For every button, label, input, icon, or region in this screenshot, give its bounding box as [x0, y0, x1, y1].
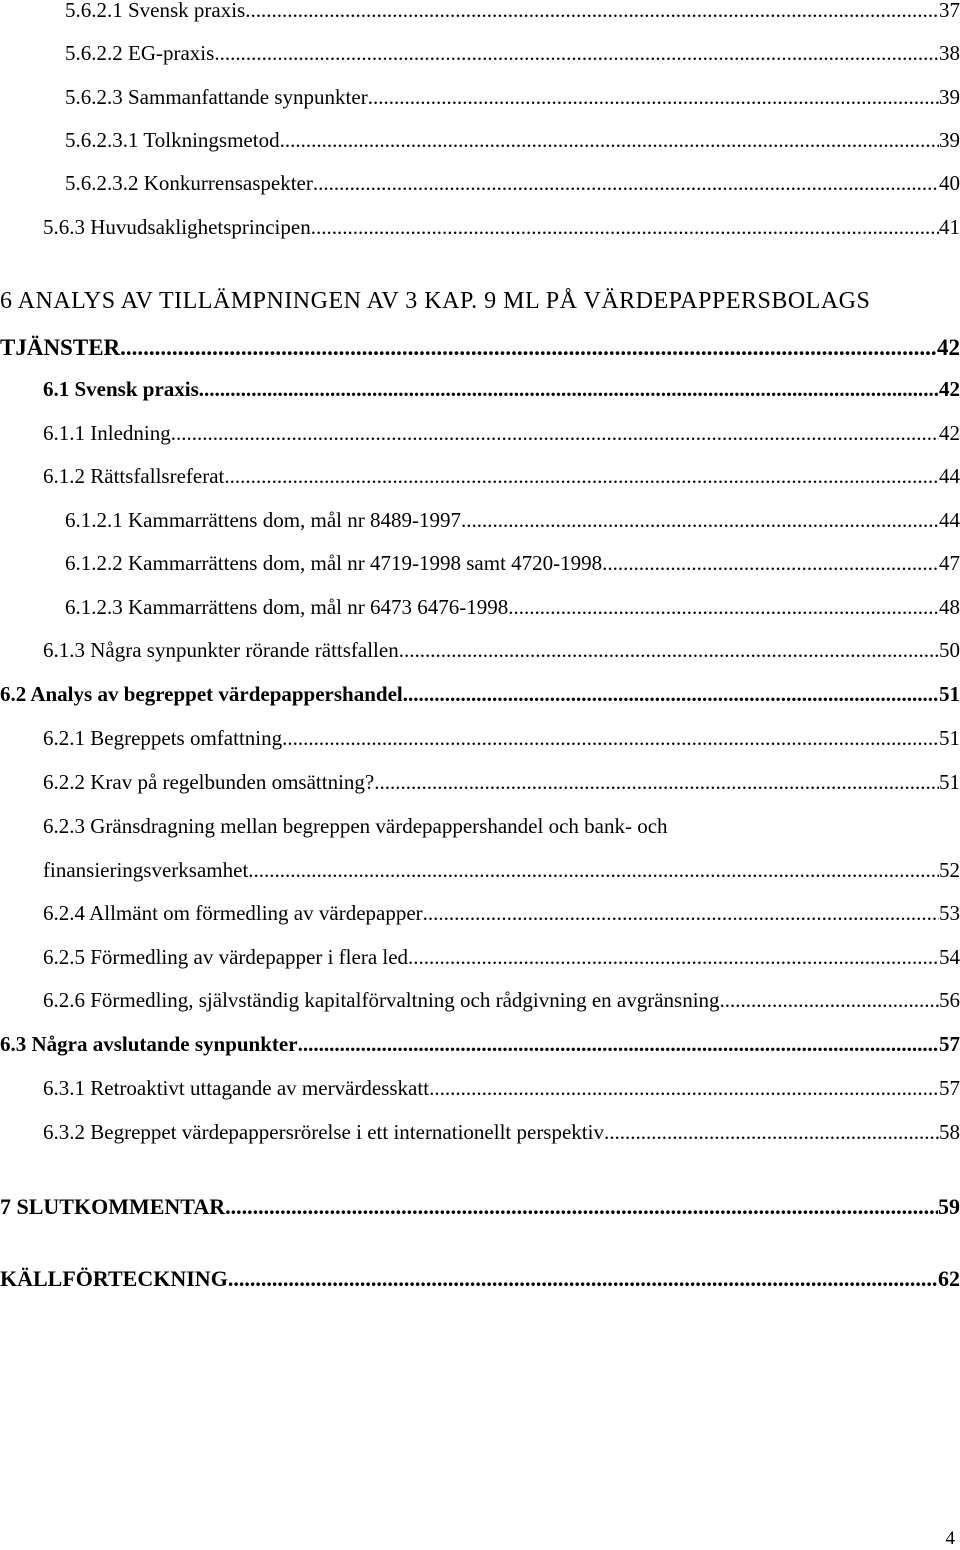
dot-leader	[368, 87, 939, 108]
dot-leader	[408, 947, 939, 968]
toc-entry-title: 5.6.2.3 Sammanfattande synpunkter	[65, 85, 368, 109]
toc-entry-title: 6.1.1 Inledning	[43, 421, 171, 445]
toc-entry	[0, 1196, 960, 1218]
toc-entry-title: 7 SLUTKOMMENTAR	[0, 1194, 226, 1219]
toc-entry-title: 5.6.2.3.1 Tolkningsmetod	[65, 128, 280, 152]
dot-leader	[602, 553, 939, 574]
toc-entry-title: 6.2.5 Förmedling av värdepapper i flera led	[43, 945, 409, 969]
toc-entry	[65, 43, 960, 64]
toc-entry	[0, 289, 870, 313]
toc-entry-page-number: 50	[939, 638, 960, 662]
toc-entry	[0, 1268, 960, 1290]
dot-leader	[228, 1268, 938, 1290]
toc-entry-title: 6.2.2 Krav på regelbunden omsättning?	[43, 770, 375, 794]
toc-entry-page-number: 37	[939, 0, 960, 22]
dot-leader	[224, 466, 939, 487]
toc-entry	[43, 903, 960, 924]
dot-leader	[429, 1078, 939, 1099]
toc-entry-page-number: 52	[939, 858, 960, 882]
toc-entry-page-number: 42	[937, 335, 960, 360]
toc-entry-page-number: 57	[939, 1032, 960, 1056]
toc-entry	[65, 597, 960, 618]
page-number: 4	[945, 1528, 955, 1549]
toc-entry	[43, 1078, 960, 1099]
dot-leader	[171, 423, 939, 444]
toc-entry-title: 6.1.2 Rättsfallsreferat	[43, 464, 225, 488]
dot-leader	[225, 1196, 938, 1218]
dot-leader	[248, 860, 939, 881]
dot-leader	[298, 1034, 939, 1055]
dot-leader	[120, 336, 937, 359]
toc-entry	[43, 728, 960, 749]
toc-entry-page-number: 48	[939, 595, 960, 619]
toc-entry-title: 6.2.4 Allmänt om förmedling av värdepapper	[43, 901, 423, 925]
toc-entry-title: 6.1.3 Några synpunkter rörande rättsfallen	[43, 638, 399, 662]
toc-entry-page-number: 41	[939, 215, 960, 239]
toc-entry-title: 6.2.3 Gränsdragning mellan begreppen värdepappershandel och bank- och	[43, 814, 668, 838]
toc-entry	[0, 684, 960, 705]
toc-entry	[43, 860, 960, 881]
toc-entry-page-number: 51	[939, 726, 960, 750]
toc-entry-page-number: 51	[939, 682, 960, 706]
dot-leader	[280, 130, 939, 151]
toc-entry-page-number: 62	[938, 1266, 960, 1291]
toc-entry-title: 5.6.2.1 Svensk praxis	[65, 0, 246, 22]
dot-leader	[423, 903, 939, 924]
toc-entry	[65, 553, 960, 574]
toc-entry	[43, 990, 960, 1011]
toc-entry	[43, 1122, 960, 1143]
toc-entry-title: 6.1.2.2 Kammarrättens dom, mål nr 4719-1998 samt 4720-1998	[65, 551, 603, 575]
toc-entry-page-number: 39	[939, 128, 960, 152]
toc-entry-page-number: 47	[939, 551, 960, 575]
toc-entry-title: 6.3.1 Retroaktivt uttagande av mervärdesskatt	[43, 1076, 430, 1100]
toc-entry	[43, 772, 960, 793]
toc-entry-title: 6.3 Några avslutande synpunkter	[0, 1032, 298, 1056]
toc-entry-title: 6.1 Svensk praxis	[43, 377, 199, 401]
toc-entry-title: KÄLLFÖRTECKNING	[0, 1266, 228, 1291]
dot-leader	[313, 173, 939, 194]
toc-entry	[43, 379, 960, 400]
toc-entry-page-number: 51	[939, 770, 960, 794]
toc-entry	[0, 336, 960, 359]
toc-entry	[43, 947, 960, 968]
toc-entry	[43, 466, 960, 487]
toc-entry	[65, 0, 960, 21]
dot-leader	[282, 728, 939, 749]
toc-entry-title: 6 ANALYS AV TILLÄMPNINGEN AV 3 KAP. 9 ML PÅ VÄRDEPAPPERSBOLAGS	[0, 288, 871, 314]
toc-entry	[65, 173, 960, 194]
toc-entry-page-number: 58	[939, 1120, 960, 1144]
toc-entry-page-number: 42	[939, 421, 960, 445]
toc-entry	[43, 640, 960, 661]
toc-entry-page-number: 44	[939, 464, 960, 488]
toc-entry	[0, 1034, 960, 1055]
toc-entry-page-number: 38	[939, 41, 960, 65]
dot-leader	[399, 640, 939, 661]
dot-leader	[214, 43, 939, 64]
toc-entry-title: 6.2 Analys av begreppet värdepappershandel	[0, 682, 403, 706]
dot-leader	[403, 684, 939, 705]
toc-entry	[43, 816, 668, 837]
dot-leader	[508, 597, 939, 618]
toc-entry-title: 6.1.2.3 Kammarrättens dom, mål nr 6473 6476-1998	[65, 595, 509, 619]
toc-entry-page-number: 57	[939, 1076, 960, 1100]
toc-entry-page-number: 40	[939, 171, 960, 195]
dot-leader	[461, 510, 939, 531]
toc-entry-title: 5.6.2.2 EG-praxis	[65, 41, 215, 65]
dot-leader	[720, 990, 939, 1011]
toc-entry-title: 6.2.1 Begreppets omfattning	[43, 726, 283, 750]
toc-entry-page-number: 53	[939, 901, 960, 925]
toc-entry	[65, 130, 960, 151]
toc-entry-title: 6.1.2.1 Kammarrättens dom, mål nr 8489-1997	[65, 508, 462, 532]
dot-leader	[311, 217, 939, 238]
toc-entry-page-number: 56	[939, 988, 960, 1012]
toc-entry-page-number: 54	[939, 945, 960, 969]
dot-leader	[245, 0, 939, 21]
dot-leader	[199, 379, 939, 400]
toc-entry-title: finansieringsverksamhet	[43, 858, 249, 882]
dot-leader	[604, 1122, 939, 1143]
toc-entry-page-number: 39	[939, 85, 960, 109]
toc-entry-title: TJÄNSTER	[0, 335, 121, 360]
toc-entry-title: 6.3.2 Begreppet värdepappersrörelse i ett internationellt perspektiv	[43, 1120, 604, 1144]
toc-entry-page-number: 42	[939, 377, 960, 401]
toc-entry-title: 6.2.6 Förmedling, självständig kapitalförvaltning och rådgivning en avgränsning	[43, 988, 720, 1012]
toc-entry	[65, 87, 960, 108]
toc-entry-page-number: 44	[939, 508, 960, 532]
toc-entry	[43, 217, 960, 238]
toc-entry-page-number: 59	[938, 1194, 960, 1219]
toc-entry	[65, 510, 960, 531]
toc-entry-title: 5.6.2.3.2 Konkurrensaspekter	[65, 171, 313, 195]
dot-leader	[374, 772, 939, 793]
toc-entry-title: 5.6.3 Huvudsaklighetsprincipen	[43, 215, 311, 239]
toc-entry	[43, 423, 960, 444]
